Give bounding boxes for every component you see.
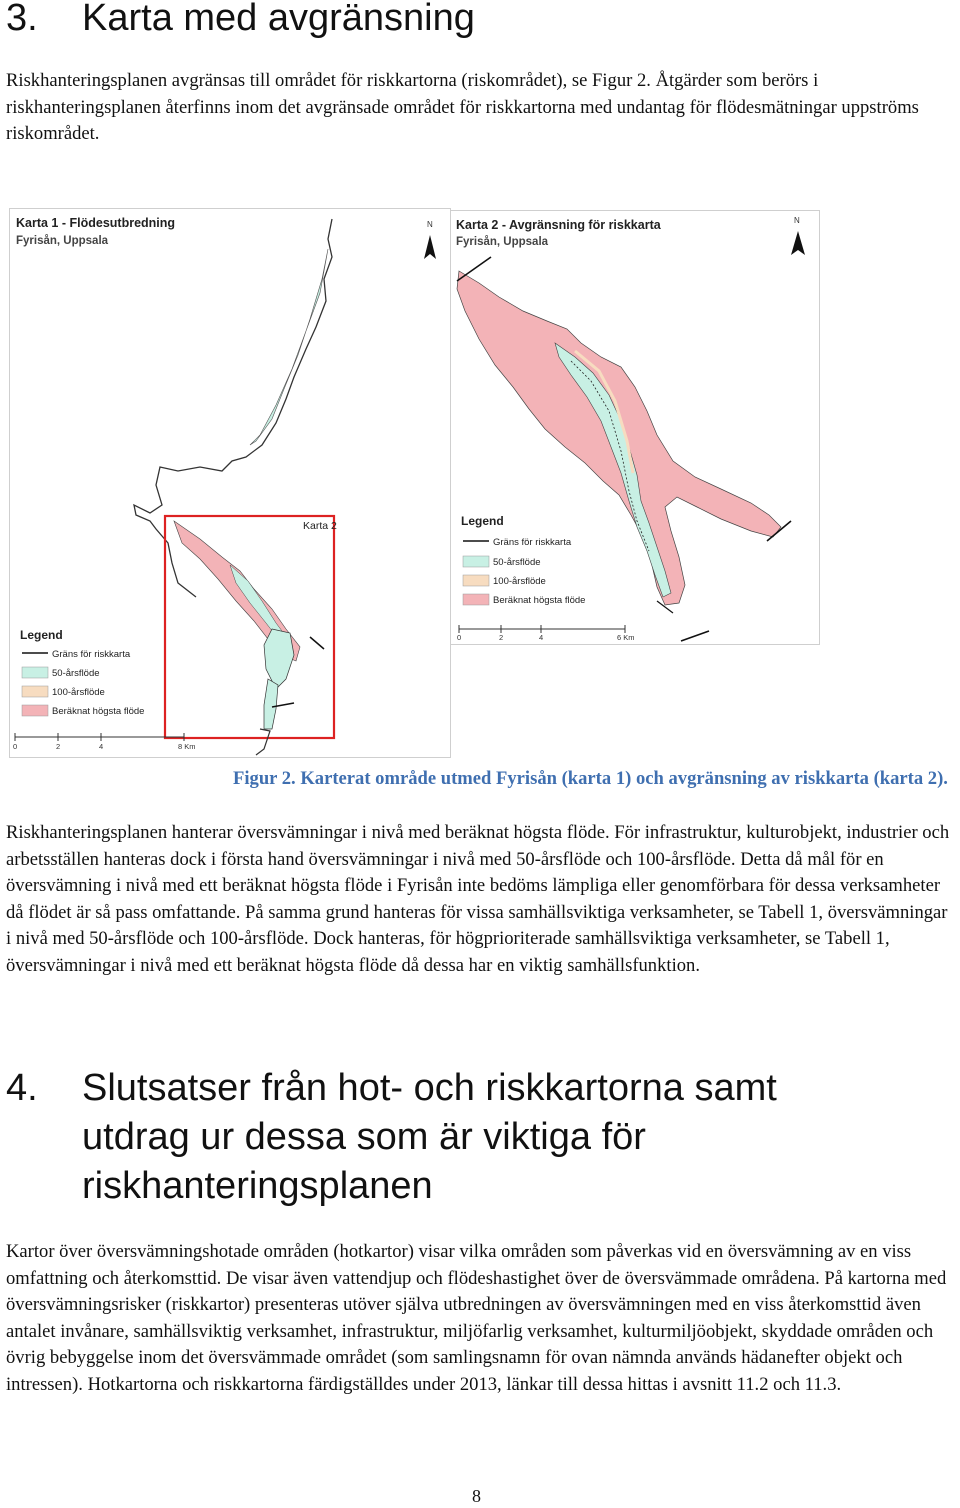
figure-caption: Figur 2. Karterat område utmed Fyrisån (karta 1) och avgränsning av riskkarta (karta 2). — [233, 768, 948, 789]
svg-text:8 Km: 8 Km — [178, 742, 196, 751]
svg-text:0: 0 — [457, 633, 462, 642]
svg-text:50-årsflöde: 50-årsflöde — [493, 557, 541, 568]
map-1-scale-bar — [13, 733, 196, 751]
svg-text:2: 2 — [56, 742, 61, 751]
inset-label: Karta 2 — [303, 520, 337, 532]
section-number: 3. — [6, 0, 38, 39]
page-number: 8 — [472, 1486, 481, 1506]
paragraph-risk-management: Riskhanteringsplanen hanterar översvämningar i nivå med beräknat högsta flöde. För infrastruktur, kulturobjekt, industrier och arbetsställen hanteras dock i första hand översvämningar i nivå med 50-årsflöde och 100-årsflöde. Detta då mål för en översvämning i nivå med ett beräknat högsta flöde i Fyrisån inte bedöms lämpliga eller genomförbara för dessa verksamheter då flödet är så pass omfattande. På samma grund hanteras för vissa samhällsviktiga verksamheter, se Tabell 1, översvämningar i nivå med 50-årsflöde och 100-årsflöde. Dock hanteras, för högprioriterade samhällsviktiga verksamheter, se Tabell 1, översvämningar i nivå med ett beräknat högsta flöde då dessa har en viktig samhällsfunktion. — [6, 822, 950, 976]
intro-paragraph: Riskhanteringsplanen avgränsas till området för riskkartorna (riskområdet), se Figur 2. Åtgärder som berörs i riskhanteringsplanen återfinns inom det avgränsade området för riskkartorna med undantag för flödesmätningar uppströms riskområdet. — [6, 70, 919, 145]
map-2-figure — [451, 211, 819, 644]
map-2-subtitle: Fyrisån, Uppsala — [456, 236, 549, 248]
svg-text:Beräknat högsta flöde: Beräknat högsta flöde — [52, 706, 145, 717]
svg-text:50-årsflöde: 50-årsflöde — [52, 668, 100, 679]
map-1-subtitle: Fyrisån, Uppsala — [16, 235, 109, 247]
north-arrow-icon — [424, 220, 436, 259]
svg-text:N: N — [427, 220, 433, 229]
svg-text:6 Km: 6 Km — [617, 633, 635, 642]
map-1-title: Karta 1 - Flödesutbredning — [16, 216, 176, 230]
svg-text:2: 2 — [499, 633, 504, 642]
section-title-line: utdrag ur dessa som är viktiga för — [82, 1116, 646, 1158]
svg-text:100-årsflöde: 100-årsflöde — [493, 576, 546, 587]
svg-text:4: 4 — [539, 633, 544, 642]
section-number: 4. — [6, 1067, 38, 1109]
section-title-line: riskhanteringsplanen — [82, 1165, 433, 1207]
map-2-title: Karta 2 - Avgränsning för riskkarta — [456, 218, 661, 232]
svg-text:Legend: Legend — [20, 628, 63, 642]
svg-text:0: 0 — [13, 742, 18, 751]
svg-text:Legend: Legend — [461, 514, 504, 528]
north-arrow-icon — [791, 216, 805, 255]
svg-text:Gräns för riskkarta: Gräns för riskkarta — [52, 649, 131, 660]
map-1-figure — [10, 209, 450, 757]
svg-text:Gräns för riskkarta: Gräns för riskkarta — [493, 537, 572, 548]
svg-text:4: 4 — [99, 742, 104, 751]
svg-text:100-årsflöde: 100-årsflöde — [52, 687, 105, 698]
svg-text:Beräknat högsta flöde: Beräknat högsta flöde — [493, 595, 586, 606]
map-2-scale-bar — [457, 625, 635, 642]
svg-text:N: N — [794, 216, 800, 225]
map-2-legend — [461, 514, 585, 606]
map-2-panel — [450, 210, 820, 645]
section-title-line: Slutsatser från hot- och riskkartorna samt — [82, 1067, 777, 1109]
map-1-panel — [9, 208, 451, 758]
section-title: Karta med avgränsning — [82, 0, 475, 39]
river-line — [134, 219, 332, 597]
paragraph-hazard-maps: Kartor över översvämningshotade områden (hotkartor) visar vilka områden som påverkas vid en översvämning av en viss omfattning och återkomsttid. De visar även vattendjup och flödeshastighet över de översvämmade områdena. På kartorna med översvämningsrisker (riskkartor) presenteras utöver själva utbredningen av översvämningen med en viss återkomsttid även antalet invånare, samhällsviktig verksamhet, infrastruktur, miljöfarlig verksamhet, kulturmiljöobjekt, skyddade områden och övrig bebyggelse inom det översvämmade området (som samlingsnamn för ovan nämnda används hädanefter objekt och intressen). Hotkartorna och riskkartorna färdigställdes under 2013, länkar till dessa hittas i avsnitt 11.2 och 11.3. — [6, 1241, 947, 1395]
map-1-legend — [20, 628, 144, 717]
